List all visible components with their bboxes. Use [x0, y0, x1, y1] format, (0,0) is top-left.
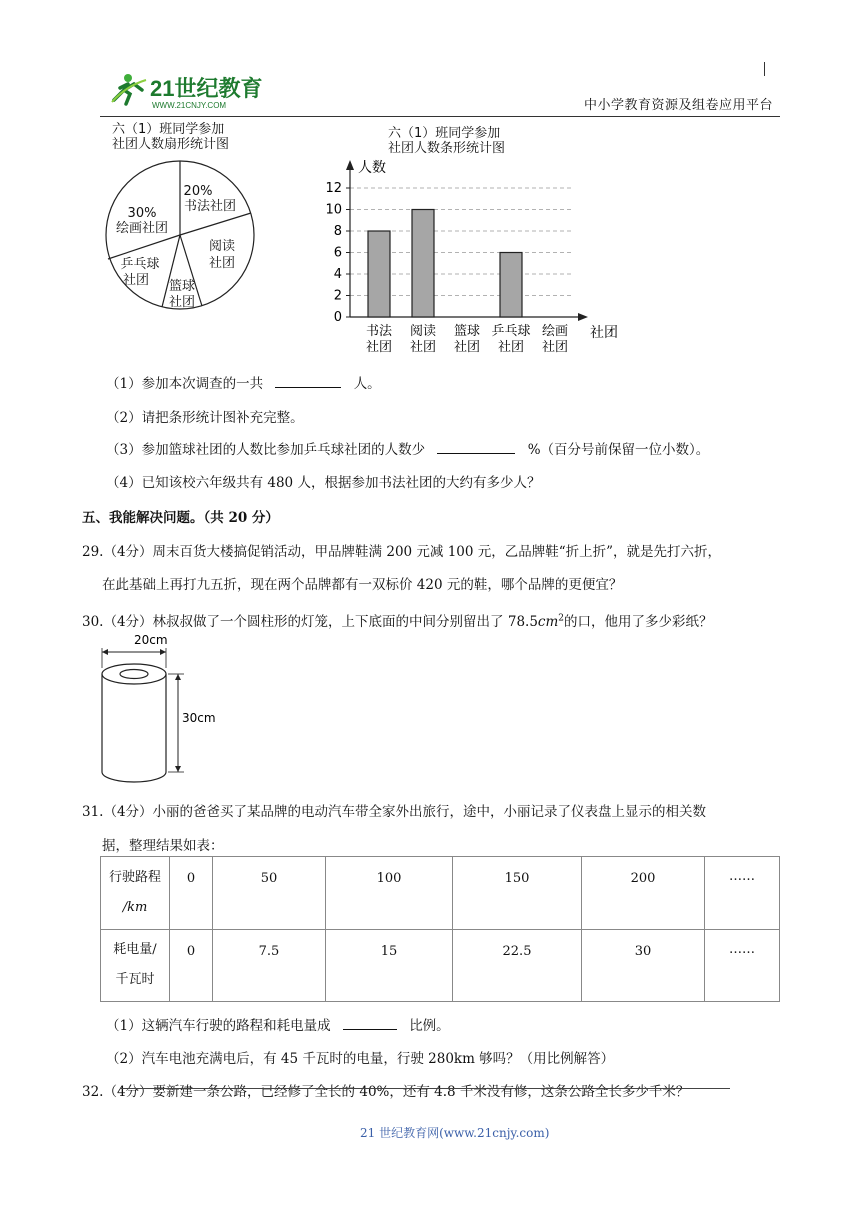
header-divider — [100, 116, 780, 117]
q31-line1: 31.（4分）小丽的爸爸买了某品牌的电动汽车带全家外出旅行，途中，小丽记录了仪表盘上显示的相关数 — [82, 804, 707, 820]
q28-sub3 — [106, 438, 709, 458]
pie-label-lanqiu-2: 社团 — [168, 295, 196, 310]
q30-unit: cm — [537, 614, 559, 630]
y-tick-label: 8 — [333, 224, 342, 239]
table-cell: 100 — [326, 857, 453, 930]
pie-label-shufa-1: 20% — [183, 184, 213, 199]
q30-line — [82, 610, 713, 630]
table-cell: 0 — [170, 929, 213, 1002]
y-tick-label: 0 — [333, 310, 342, 325]
table-cell: 150 — [453, 857, 582, 930]
pie-label-shufa-2: 书法社团 — [183, 199, 237, 214]
x-tick-label: 社团 — [409, 340, 437, 355]
pie-label-lanqiu-1: 篮球 — [168, 279, 196, 294]
x-tick-label: 书法 — [365, 324, 393, 339]
bar — [500, 253, 522, 318]
data-table — [100, 856, 780, 1002]
q29-line2: 在此基础上再打九五折，现在两个品牌都有一双标价 420 元的鞋，哪个品牌的更便宜？ — [102, 577, 623, 593]
height-arrow-top — [175, 674, 181, 680]
table-cell: …… — [705, 857, 780, 930]
table-row — [101, 929, 780, 1002]
q30-text: 30.（4分）林叔叔做了一个圆柱形的灯笼，上下底面的中间分别留出了 78.5 — [82, 614, 538, 630]
logo-subtext: WWW.21CNJY.COM — [152, 101, 227, 110]
table-row-header — [101, 929, 170, 1002]
y-tick-label: 10 — [325, 202, 342, 218]
x-tick-label: 阅读 — [409, 324, 437, 339]
table-row — [101, 857, 780, 930]
q28-sub1 — [106, 372, 381, 392]
cylinder-width-label: 20cm — [134, 633, 168, 647]
y-tick-label: 4 — [333, 267, 342, 282]
table-cell: 0 — [170, 857, 213, 930]
pie-label-yuedu-2: 社团 — [208, 256, 236, 271]
runner-icon — [112, 74, 146, 104]
header-tick-mark — [764, 62, 765, 76]
pie-label-huihua-1: 30% — [127, 206, 157, 221]
q28-sub1-unit: 人。 — [353, 376, 381, 392]
y-tick-label: 6 — [333, 245, 342, 261]
q31-line2: 据，整理结果如表： — [102, 838, 224, 854]
bar — [368, 231, 390, 317]
pie-label-yuedu-1: 阅读 — [208, 239, 236, 254]
x-tick-label: 乒乓球 — [491, 324, 531, 339]
height-arrow-bottom — [175, 766, 181, 772]
table-cell: 7.5 — [213, 929, 326, 1002]
table-cell: 22.5 — [453, 929, 582, 1002]
table-cell: 200 — [582, 857, 705, 930]
y-tick-label: 12 — [325, 181, 342, 196]
site-logo — [106, 66, 282, 112]
q29-line1: 29.（4分）周末百货大楼搞促销活动，甲品牌鞋满 200 元减 100 元，乙品牌鞋“折上折”，就是先打六折， — [82, 544, 722, 560]
q32-line: 32.（4分）要新建一条公路，已经修了全长的 40%，还有 4.8 千米没有修，这条公路全长多少千米？ — [82, 1084, 690, 1100]
q31-sub2: （2）汽车电池充满电后，有 45 千瓦时的电量，行驶 280km 够吗？（用比例解答） — [106, 1051, 615, 1067]
table-header-distance-unit: /km — [122, 899, 148, 915]
x-tick-label: 篮球 — [453, 324, 481, 339]
cylinder-bottom — [102, 772, 166, 782]
pie-title-line2: 社团人数扇形统计图 — [112, 137, 230, 152]
bar-title-line2: 社团人数条形统计图 — [388, 141, 506, 156]
cylinder-height-label: 30cm — [182, 711, 216, 725]
footer-text: 21 世纪教育网(www.21cnjy.com) — [360, 1126, 550, 1140]
q31-sub1-text: （1）这辆汽车行驶的路程和耗电量成 — [106, 1018, 331, 1034]
x-axis-label: 社团 — [590, 325, 618, 341]
q28-sub4: （4）已知该校六年级共有 480 人，根据参加书法社团的大约有多少人？ — [106, 475, 541, 491]
bar-chart — [320, 150, 630, 360]
table-header-power: 耗电量/ — [113, 942, 157, 958]
pie-label-pingpang-2: 社团 — [122, 273, 150, 288]
q30-text-tail: 的口，他用了多少彩纸？ — [564, 614, 713, 630]
table-cell: 15 — [326, 929, 453, 1002]
header-platform-text: 中小学教育资源及组卷应用平台 — [584, 98, 774, 113]
q28-sub2: （2）请把条形统计图补充完整。 — [106, 410, 304, 426]
y-axis-label: 人数 — [358, 160, 386, 176]
pie-title — [112, 122, 229, 152]
q30-unit-power: 2 — [558, 613, 565, 624]
x-axis-arrow — [578, 313, 588, 321]
q28-sub3-blank[interactable] — [437, 441, 515, 454]
table-row-header — [101, 857, 170, 930]
q28-sub1-text: （1）参加本次调查的一共 — [106, 376, 264, 392]
width-arrow-left — [102, 649, 108, 655]
logo-text: 21世纪教育 — [150, 76, 263, 101]
q28-sub3-tail: %（百分号前保留一位小数）。 — [527, 442, 710, 458]
x-tick-label: 社团 — [453, 340, 481, 355]
x-tick-label: 社团 — [497, 340, 525, 355]
pie-label-pingpang-1: 乒乓球 — [120, 257, 160, 272]
section-5-heading: 五、我能解决问题。（共 20 分） — [82, 510, 279, 526]
x-tick-label: 社团 — [365, 340, 393, 355]
width-arrow-right — [160, 649, 166, 655]
table-cell: 30 — [582, 929, 705, 1002]
bar — [412, 210, 434, 318]
table-cell: 50 — [213, 857, 326, 930]
x-tick-label: 绘画 — [541, 324, 569, 339]
table-cell: …… — [705, 929, 780, 1002]
cylinder-hole — [120, 670, 148, 679]
cylinder-diagram — [96, 628, 226, 788]
q28-sub1-blank[interactable] — [275, 375, 341, 388]
footer-divider — [120, 1088, 730, 1089]
pie-title-line1: 六（1）班同学参加 — [112, 122, 225, 137]
y-axis-arrow — [346, 160, 354, 170]
table-header-distance: 行驶路程 — [108, 869, 161, 885]
y-tick-label: 2 — [333, 288, 342, 304]
bar-title-line1: 六（1）班同学参加 — [388, 126, 501, 141]
q31-sub1-blank[interactable] — [343, 1017, 397, 1030]
q28-sub3-text: （3）参加篮球社团的人数比参加乒乓球社团的人数少 — [106, 442, 426, 458]
table-header-power-unit: 千瓦时 — [115, 972, 155, 988]
pie-label-huihua-2: 绘画社团 — [115, 221, 169, 236]
x-tick-label: 社团 — [541, 340, 569, 355]
q31-sub1 — [106, 1014, 450, 1034]
pie-chart — [100, 155, 260, 315]
q31-sub1-tail: 比例。 — [409, 1018, 450, 1034]
